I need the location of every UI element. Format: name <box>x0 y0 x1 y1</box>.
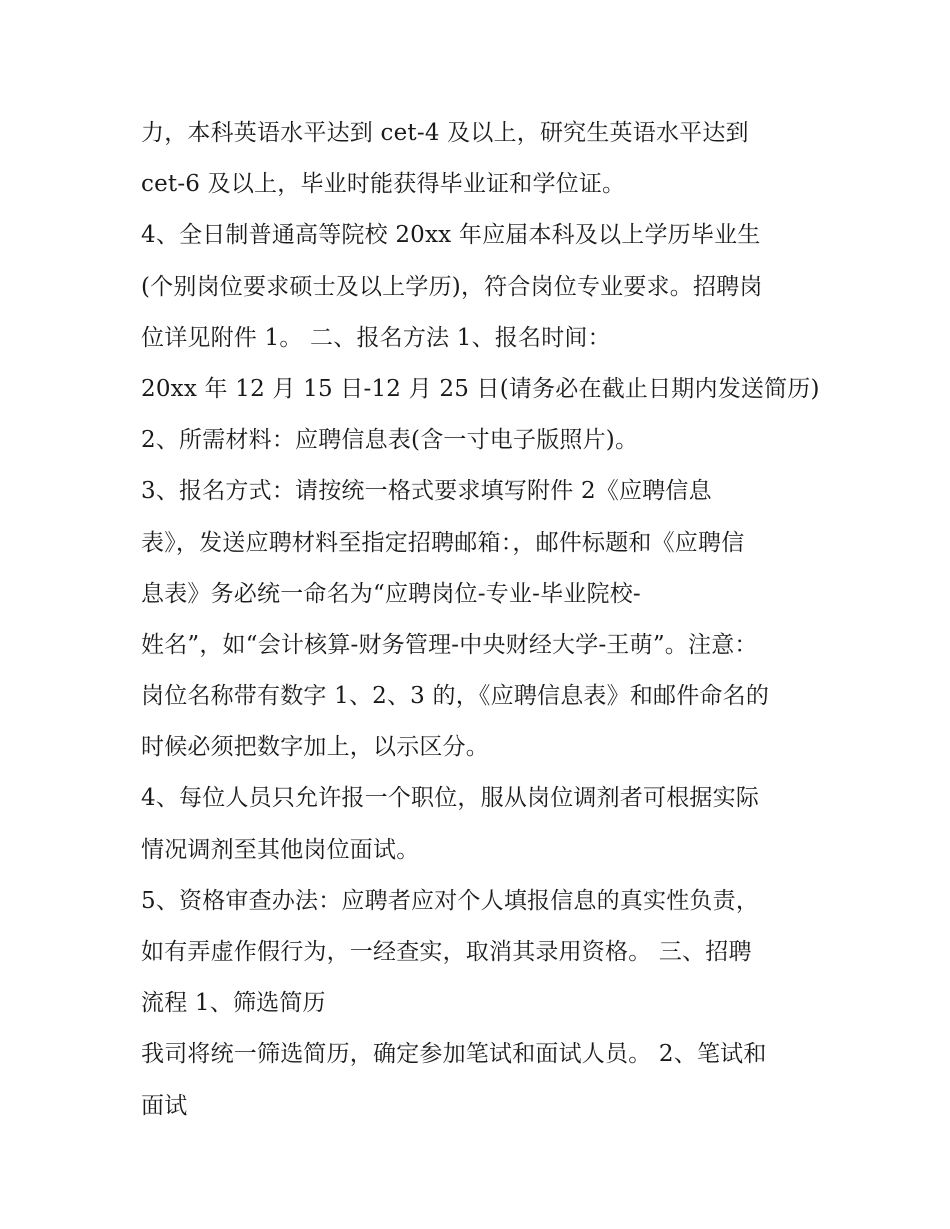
text-line: 息表》务必统一命名为“应聘岗位-专业-毕业院校- <box>141 580 641 607</box>
text-line: 岗位名称带有数字 1、2、3 的，《应聘信息表》和邮件命名的 <box>141 683 770 710</box>
text-line: 情况调剂至其他岗位面试。 <box>141 836 420 863</box>
text-line: 力，本科英语水平达到 cet-4 及以上，研究生英语水平达到 <box>141 120 749 146</box>
text-line: 姓名”，如“会计核算-财务管理-中央财经大学-王萌”。注意： <box>141 631 758 658</box>
text-line: 5、资格审查办法：应聘者应对个人填报信息的真实性负责， <box>141 887 760 914</box>
text-line: 4、每位人员只允许报一个职位，服从岗位调剂者可根据实际 <box>141 785 760 812</box>
text-line: 位详见附件 1。 二、报名方法 1、报名时间： <box>141 324 611 351</box>
text-line: 20xx 年 12 月 15 日-12 月 25 日(请务必在截止日期内发送简历) <box>141 375 820 402</box>
text-line: 面试 <box>141 1092 188 1119</box>
text-line: 4、全日制普通高等院校 20xx 年应届本科及以上学历毕业生 <box>141 222 761 249</box>
text-line: 3、报名方式：请按统一格式要求填写附件 2《应聘信息 <box>141 478 712 505</box>
text-line: 表》，发送应聘材料至指定招聘邮箱：，邮件标题和《应聘信 <box>141 529 745 556</box>
text-line: 2、所需材料：应聘信息表(含一寸电子版照片)。 <box>141 427 639 454</box>
text-line: cet-6 及以上，毕业时能获得毕业证和学位证。 <box>141 171 626 198</box>
text-line: 时候必须把数字加上，以示区分。 <box>141 734 489 761</box>
text-line: 我司将统一筛选简历，确定参加笔试和面试人员。 2、笔试和 <box>141 1041 767 1068</box>
text-line: (个别岗位要求硕士及以上学历)，符合岗位专业要求。招聘岗 <box>141 273 763 300</box>
text-line: 如有弄虚作假行为，一经查实，取消其录用资格。 三、招聘 <box>141 939 752 965</box>
document-body <box>141 108 821 1132</box>
text-line: 流程 1、筛选简历 <box>141 990 326 1017</box>
